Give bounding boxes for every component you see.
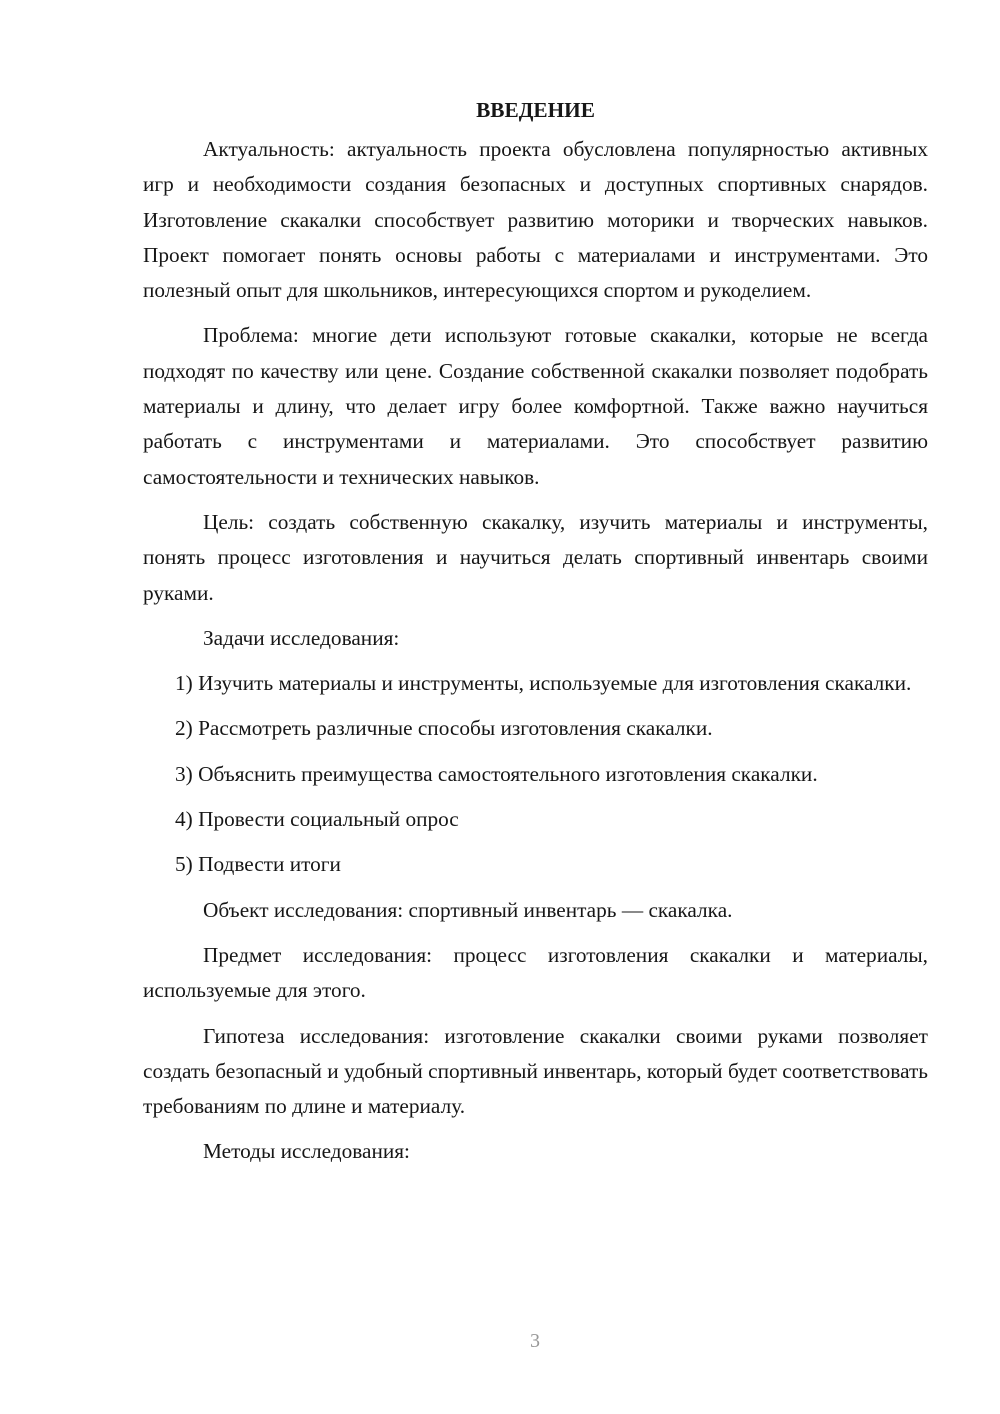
section-title: ВВЕДЕНИЕ xyxy=(476,98,595,122)
tasks-heading: Задачи исследования: xyxy=(203,625,400,650)
paragraph-hypothesis: Гипотеза исследования: изготовление скакалки своими руками позволяет создать безопасный и удобный спортивный инвентарь, который будет соответствовать требованиям по длине и материалу. xyxy=(143,1023,928,1119)
task-item-2: 2) Рассмотреть различные способы изготовления скакалки. xyxy=(175,716,713,741)
page-number: 3 xyxy=(530,1330,540,1352)
task-item-1: 1) Изучить материалы и инструменты, используемые для изготовления скакалки. xyxy=(175,671,912,696)
methods-heading: Методы исследования: xyxy=(203,1139,410,1164)
paragraph-problem: Проблема: многие дети используют готовые скакалки, которые не всегда подходят по качеству или цене. Создание собственной скакалки позволяет подобрать материалы и длину, что делает игру более комфортной. Также важно научиться работать с инструментами и материалами. Это способствует развитию самостоятельности и технических навыков. xyxy=(143,323,928,489)
task-item-5: 5) Подвести итоги xyxy=(175,852,341,877)
page-content xyxy=(143,92,928,1170)
paragraph-subject: Предмет исследования: процесс изготовления скакалки и материалы, используемые для этого. xyxy=(143,942,928,1003)
task-item-4: 4) Провести социальный опрос xyxy=(175,807,459,832)
task-item-3: 3) Объяснить преимущества самостоятельного изготовления скакалки. xyxy=(175,761,818,786)
paragraph-relevance: Актуальность: актуальность проекта обусловлена популярностью активных игр и необходимости создания безопасных и доступных спортивных снарядов. Изготовление скакалки способствует развитию моторики и творческих навыков. Проект помогает понять основы работы с материалами и инструментами. Это полезный опыт для школьников, интересующихся спортом и рукоделием. xyxy=(143,137,928,303)
paragraph-object: Объект исследования: спортивный инвентарь — скакалка. xyxy=(203,897,733,922)
paragraph-goal: Цель: создать собственную скакалку, изучить материалы и инструменты, понять процесс изготовления и научиться делать спортивный инвентарь своими руками. xyxy=(143,509,928,605)
